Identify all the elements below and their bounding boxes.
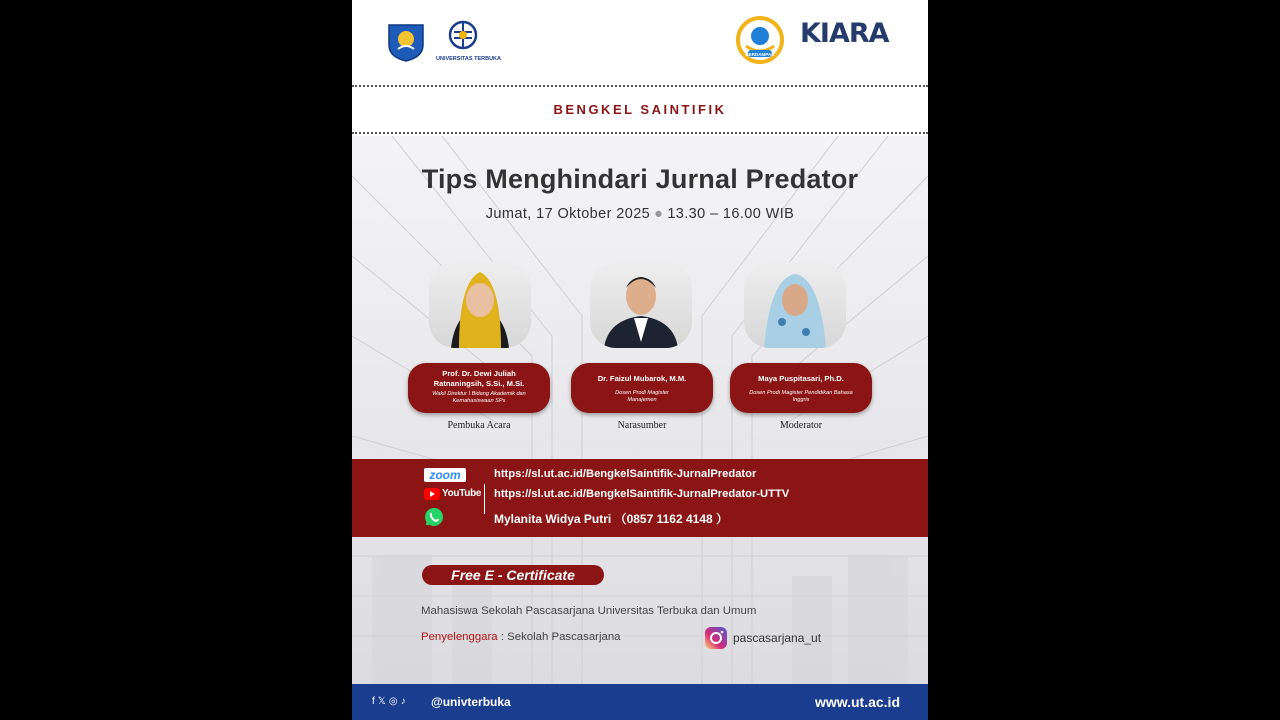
speaker-avatar-suit: [590, 262, 692, 348]
organizer-label: Penyelenggara: [421, 631, 498, 643]
dotted-divider-top: [352, 85, 928, 87]
event-series-title: BENGKEL SAINTIFIK: [553, 102, 727, 117]
speaker-name-2: Dr. Faizul Mubarok, M.M.: [597, 374, 687, 383]
event-date: Jumat, 17 Oktober 2025: [485, 206, 651, 222]
target-audience: Mahasiswa Sekolah Pascasarjana Universitas Terbuka dan Umum: [421, 605, 757, 617]
website-link[interactable]: www.ut.ac.id: [814, 694, 900, 710]
event-series-band: [352, 88, 928, 132]
links-separator: [484, 484, 485, 514]
speaker-photo-1: [429, 262, 531, 348]
whatsapp-icon: [424, 507, 444, 527]
badge-text: BERDAMPAK: [745, 52, 775, 57]
speaker-title-1: Wakil Direktur I Bidang Akademik dan Kemahasiswaan SPs: [432, 391, 526, 404]
speaker-role-3: Moderator: [779, 420, 823, 431]
logo-bar: [352, 0, 928, 84]
zoom-logo: [424, 468, 466, 482]
youtube-logo: [424, 488, 482, 501]
instagram-handle-group[interactable]: [705, 627, 822, 654]
zoom-link[interactable]: https://sl.ut.ac.id/BengkelSaintifik-JurnalPredator: [494, 468, 757, 480]
speaker-name-1: Prof. Dr. Dewi Juliah Ratnaningsih, S.Si., M.Si.: [433, 369, 525, 388]
instagram-small-icon[interactable]: ◎: [388, 696, 401, 707]
contact-person: Mylanita Widya Putri （0857 1162 4148 ）: [494, 512, 729, 526]
youtube-logo-text: YouTube: [442, 488, 482, 499]
tiktok-icon[interactable]: ♪: [400, 696, 409, 707]
kiara-logo: KIARA: [800, 18, 889, 49]
speaker-name-3: Maya Puspitasari, Ph.D.: [758, 374, 844, 383]
speaker-avatar-hijab-blue: [744, 262, 846, 348]
social-handle: @univterbuka: [431, 695, 511, 709]
speaker-card-3: [730, 363, 872, 413]
speaker-title-3: Dosen Prodi Magister Pendidikan Bahasa Inggris: [749, 390, 853, 403]
ut-logo-label: UNIVERSITAS TERBUKA: [436, 56, 501, 62]
speaker-photo-2: [590, 262, 692, 348]
organizer: [421, 631, 621, 643]
footer-bar: [352, 684, 928, 720]
event-poster: [352, 0, 928, 720]
youtube-link[interactable]: https://sl.ut.ac.id/BengkelSaintifik-JurnalPredator-UTTV: [494, 488, 790, 500]
bullet-dot: ●: [654, 206, 664, 222]
speaker-title-2: Dosen Prodi Magister Manajemen: [615, 390, 669, 403]
speaker-role-2: Narasumber: [617, 420, 667, 431]
instagram-handle: pascasarjana_ut: [733, 631, 822, 645]
social-icons: [372, 696, 409, 707]
certificate-badge: Free E - Certificate: [422, 565, 604, 585]
dotted-divider-bottom: [352, 132, 928, 134]
instagram-icon: [705, 627, 727, 649]
zoom-logo-text: zoom: [429, 468, 461, 482]
universitas-terbuka-logo: [448, 20, 478, 52]
x-icon[interactable]: 𝕏: [377, 696, 389, 707]
event-datetime: [352, 206, 928, 222]
facebook-icon[interactable]: f: [372, 696, 378, 707]
speaker-card-1: [408, 363, 550, 413]
speaker-avatar-hijab-yellow: [429, 262, 531, 348]
speaker-card-2: [571, 363, 713, 413]
organizer-value: : Sekolah Pascasarjana: [500, 631, 621, 643]
speaker-photo-3: [744, 262, 846, 348]
event-title: Tips Menghindari Jurnal Predator: [421, 164, 859, 194]
speaker-role-1: Pembuka Acara: [447, 420, 511, 431]
tut-wuri-handayani-logo: [385, 21, 427, 63]
youtube-icon: [424, 488, 440, 500]
event-time: 13.30 – 16.00 WIB: [667, 206, 795, 222]
